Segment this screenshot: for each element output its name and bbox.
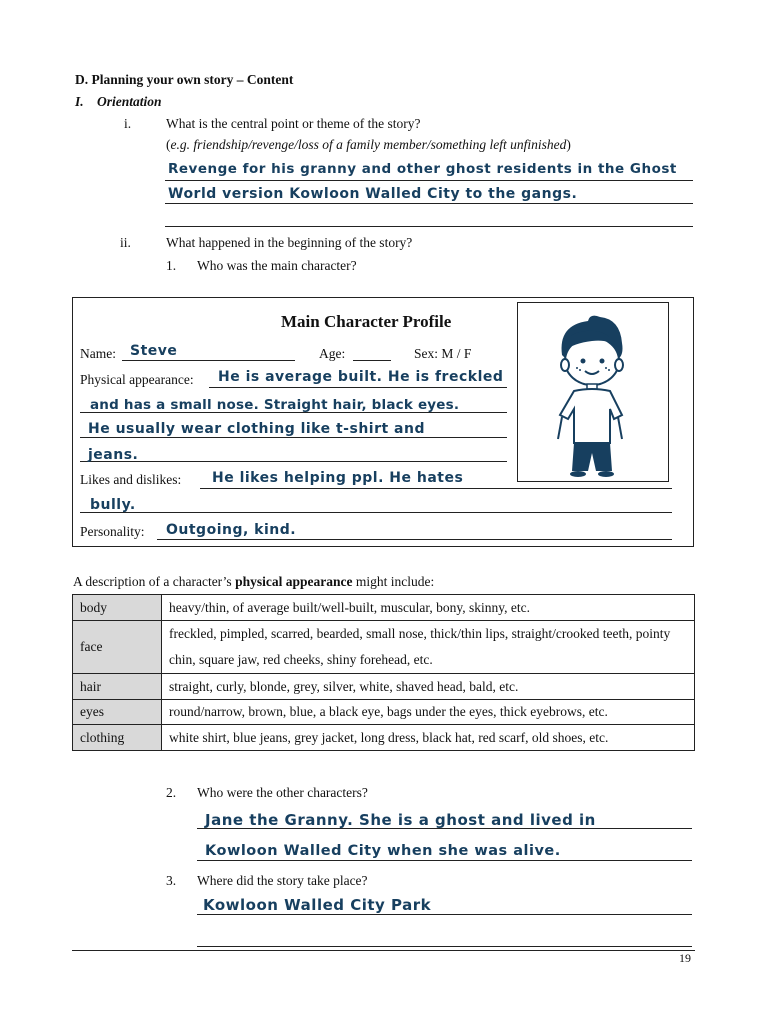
age-label: Age: [319,346,346,361]
physical-line4: jeans. [88,447,139,463]
answer-3-line1: Kowloon Walled City Park [203,896,432,914]
physical-label: Physical appearance: [80,372,194,387]
answer-line [165,203,693,204]
answer-line [165,226,693,227]
answer-i-line2: World version Kowloon Walled City to the gangs. [168,186,578,202]
age-line [353,360,391,361]
examples-cell: round/narrow, brown, blue, a black eye, bags under the eyes, thick eyebrows, etc. [162,700,695,725]
sex-label: Sex: M / F [414,346,472,361]
physical-line [80,461,507,462]
category-cell: eyes [73,700,162,725]
appearance-intro: A description of a character’s physical appearance might include: [73,574,435,589]
examples-cell: white shirt, blue jeans, grey jacket, long dress, black hat, red scarf, old shoes, etc. [162,725,695,751]
answer-2-line1: Jane the Granny. She is a ghost and lived in [205,811,596,829]
table-row [73,621,695,674]
answer-line [165,180,693,181]
boy-illustration [518,303,668,481]
category-cell: clothing [73,725,162,751]
answer-line [197,914,692,915]
question-2-number: 2. [166,785,177,800]
category-cell: hair [73,674,162,700]
answer-line [197,860,692,861]
question-3-number: 3. [166,873,177,888]
table-row [73,700,695,725]
subsection-title: Orientation [97,94,162,109]
name-line [122,360,295,361]
physical-line [80,437,507,438]
physical-line1: He is average built. He is freckled [218,369,504,385]
question-2-text: Who were the other characters? [197,785,368,800]
category-cell: body [73,595,162,621]
profile-title: Main Character Profile [281,312,452,331]
name-value: Steve [130,343,178,359]
footer-rule [72,950,695,951]
page-number: 19 [679,951,691,965]
examples-cell: straight, curly, blonde, grey, silver, white, shaved head, bald, etc. [162,674,695,700]
table-row [73,725,695,751]
table-row [73,674,695,700]
personality-line [157,539,672,540]
question-1-number: 1. [166,258,177,273]
appearance-table [72,594,695,751]
physical-line3: He usually wear clothing like t-shirt and [88,421,425,437]
category-cell: face [73,621,162,674]
answer-i-line1: Revenge for his granny and other ghost residents in the Ghost [168,161,677,177]
subsection-number: I. [75,94,84,109]
likes-line [80,512,672,513]
personality-value: Outgoing, kind. [166,522,297,538]
answer-line [197,946,692,947]
examples-cell: freckled, pimpled, scarred, bearded, small nose, thick/thin lips, straight/crooked teeth, pointy chin, square jaw, red cheeks, shiny forehead, etc. [162,621,695,674]
section-heading: D. Planning your own story – Content [75,72,294,87]
physical-line2: and has a small nose. Straight hair, black eyes. [90,397,460,413]
character-portrait [517,302,669,482]
question-i-number: i. [124,116,132,131]
name-label: Name: [80,346,116,361]
physical-line [209,387,507,388]
likes-line2: bully. [90,497,136,513]
question-3-text: Where did the story take place? [197,873,368,888]
question-ii-text: What happened in the beginning of the story? [166,235,413,250]
likes-line [200,488,672,489]
table-row [73,595,695,621]
question-i-hint: (e.g. friendship/revenge/loss of a family member/something left unfinished) [166,137,571,152]
examples-cell: heavy/thin, of average built/well-built, muscular, bony, skinny, etc. [162,595,695,621]
question-ii-number: ii. [120,235,131,250]
question-i-text: What is the central point or theme of the story? [166,116,421,131]
likes-line1: He likes helping ppl. He hates [212,470,464,486]
likes-label: Likes and dislikes: [80,472,182,487]
answer-2-line2: Kowloon Walled City when she was alive. [205,843,561,859]
question-1-text: Who was the main character? [197,258,357,273]
personality-label: Personality: [80,524,145,539]
